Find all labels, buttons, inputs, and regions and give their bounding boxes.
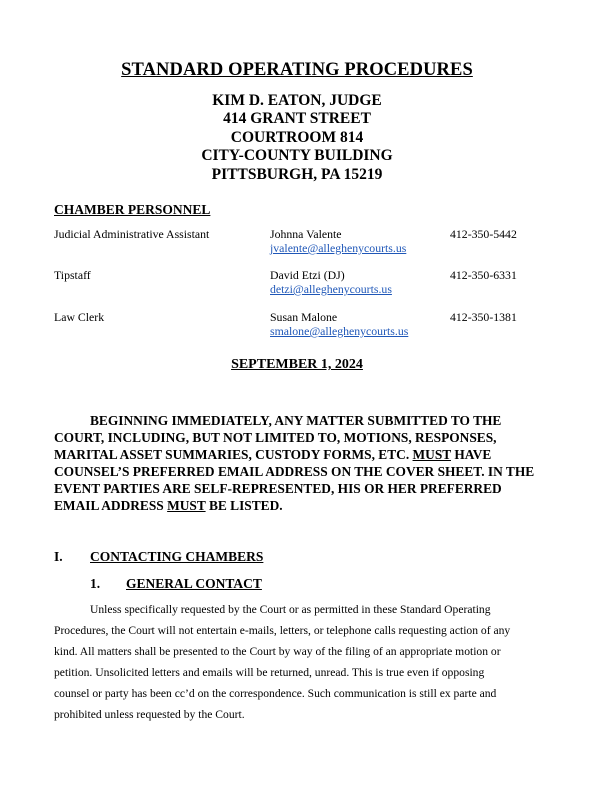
personnel-name: Susan Malone <box>270 310 338 324</box>
paragraph-line: prohibited unless requested by the Court. <box>54 708 245 721</box>
street-address: 414 GRANT STREET <box>223 110 371 128</box>
notice-text-2: HAVE COUNSEL’S PREFERRED EMAIL ADDRESS ON THE COVER SHEET. IN THE EVENT PARTIES ARE SELF-REPRESENTED, HIS OR HER PREFERRED EMAIL ADDRESS <box>54 447 535 513</box>
subsection-number: 1. <box>90 576 101 591</box>
personnel-email-link[interactable]: smalone@alleghenycourts.us <box>270 324 409 338</box>
email-notice <box>54 412 544 514</box>
paragraph-line: Unless specifically requested by the Court or as permitted in these Standard Operating <box>90 603 491 616</box>
personnel-phone: 412-350-5442 <box>450 227 517 241</box>
notice-text-1: BEGINNING IMMEDIATELY, ANY MATTER SUBMITTED TO THE COURT, INCLUDING, BUT NOT LIMITED TO, MOTIONS, RESPONSES, MARITAL ASSET SUMMARIES, CUSTODY FORMS, ETC. <box>54 413 502 462</box>
judge-name: KIM D. EATON, JUDGE <box>212 92 382 109</box>
document-title: STANDARD OPERATING PROCEDURES <box>121 60 473 80</box>
personnel-phone: 412-350-6331 <box>450 268 517 282</box>
notice-must-2: MUST <box>167 498 206 513</box>
chamber-personnel-heading: CHAMBER PERSONNEL <box>54 202 211 217</box>
personnel-name: Johnna Valente <box>270 227 342 241</box>
judge-address-block <box>0 92 594 184</box>
paragraph-line: counsel or party has been cc’d on the correspondence. Such communication is still ex parte and <box>54 687 497 700</box>
courtroom: COURTROOM 814 <box>230 128 364 146</box>
paragraph-line: petition. Unsolicited letters and emails will be returned, unread. This is true even if opposing <box>54 666 485 679</box>
personnel-phone: 412-350-1381 <box>450 310 517 324</box>
personnel-role: Tipstaff <box>54 268 91 282</box>
personnel-role: Law Clerk <box>54 310 105 324</box>
section-title: CONTACTING CHAMBERS <box>90 549 264 564</box>
notice-must-1: MUST <box>412 447 451 462</box>
personnel-email-link[interactable]: detzi@alleghenycourts.us <box>270 282 392 296</box>
personnel-email-link[interactable]: jvalente@alleghenycourts.us <box>270 241 407 255</box>
city-state-zip: PITTSBURGH, PA 15219 <box>211 165 383 183</box>
subsection-title: GENERAL CONTACT <box>126 576 262 591</box>
notice-text-3: BE LISTED. <box>208 498 283 513</box>
general-contact-paragraph <box>54 599 544 725</box>
section-number: I. <box>54 549 63 564</box>
building-name: CITY-COUNTY BUILDING <box>201 147 393 165</box>
personnel-role: Judicial Administrative Assistant <box>54 227 210 241</box>
effective-date: SEPTEMBER 1, 2024 <box>231 357 363 372</box>
paragraph-line: Procedures, the Court will not entertain e-mails, letters, or telephone calls requesting action of any <box>54 624 511 637</box>
paragraph-line: kind. All matters shall be presented to the Court by way of the filing of an appropriate motion or <box>54 645 501 658</box>
personnel-name: David Etzi (DJ) <box>270 268 345 282</box>
